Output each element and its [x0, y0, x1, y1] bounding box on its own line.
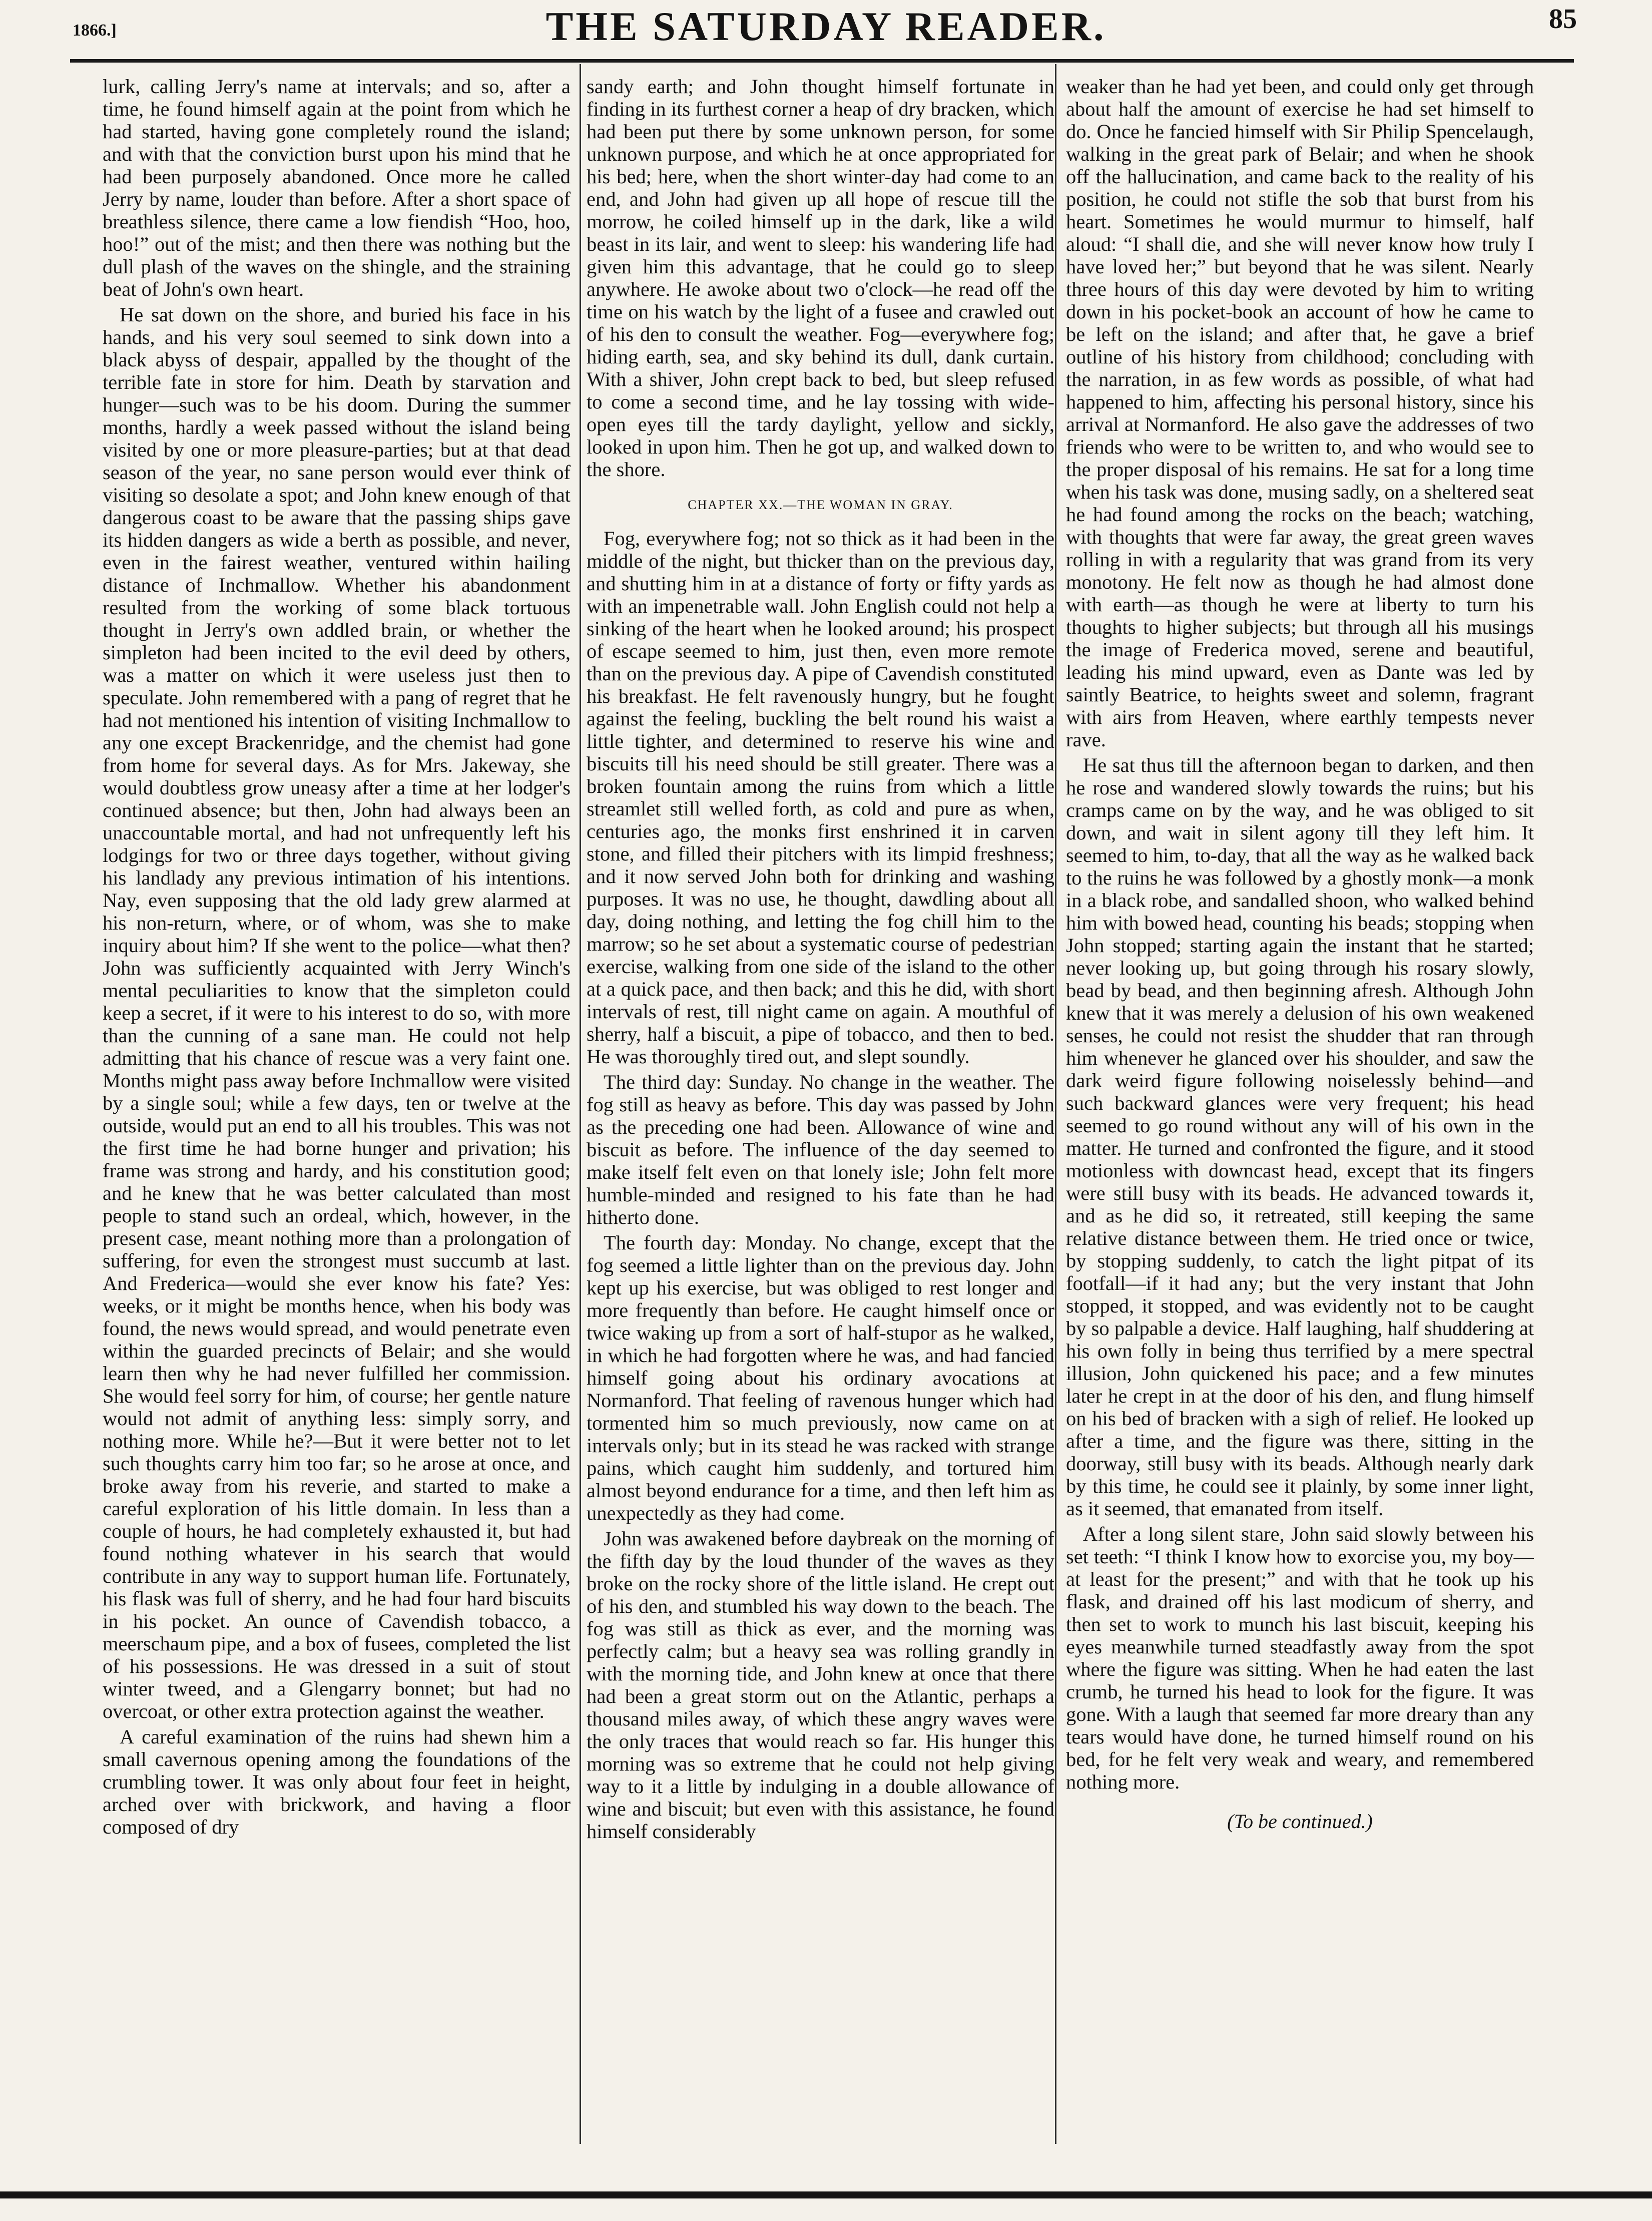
paragraph: John was awakened before daybreak on the morning of the fifth day by the loud thunder of the waves as they broke on the rocky shore of the little island. He crept out of his den, and stumbled his way down to the beach. The fog was still as thick as ever, and the morning was perfectly calm; but a heavy sea was rolling grandly in with the morning tide, and John knew at once that there had been a great storm out on the Atlantic, perhaps a thousand miles away, of which these angry waves were the only traces that would reach so far. His hunger this morning was so extreme that he could not help giving way to it a little by indulging in a double allowance of wine and biscuit; but even with this assistance, he found himself considerably: [587, 1527, 1054, 1843]
paragraph: sandy earth; and John thought himself fortunate in finding in its furthest corner a heap of dry bracken, which had been put there by some unknown person, for some unknown purpose, and which he at once appropriated for his bed; here, when the short winter-day had come to an end, and John had given up all hope of rescue till the morrow, he coiled himself up in the dark, like a wild beast in its lair, and went to sleep: his wandering life had given him this advantage, that he could go to sleep anywhere. He awoke about two o'clock—he read off the time on his watch by the light of a fusee and crawled out of his den to consult the weather. Fog—everywhere fog; hiding earth, sea, and sky behind its dull, dank curtain. With a shiver, John crept back to bed, but sleep refused to come a second time, and he lay tossing with wide-open eyes till the tardy daylight, yellow and sickly, looked in upon him. Then he got up, and walked down to the shore.: [587, 75, 1054, 481]
paragraph: A careful examination of the ruins had shewn him a small cavernous opening among the foundations of the crumbling tower. It was only about four feet in height, arched over with brickwork, and having a floor composed of dry: [103, 1725, 571, 1838]
chapter-heading: CHAPTER XX.—THE WOMAN IN GRAY.: [688, 498, 953, 512]
paragraph: The fourth day: Monday. No change, except that the fog seemed a little lighter than on the previous day. John kept up his exercise, but was obliged to rest longer and more frequently than before. He caught himself once or twice waking up from a sort of half-stupor as he walked, in which he had forgotten where he was, and had fancied himself going about his ordinary avocations at Normanford. That feeling of ravenous hunger which had tormented him so much previously, now came on at intervals only; but in its stead he was racked with strange pains, which caught him suddenly, and tortured him almost beyond endurance for a time, and then left him as unexpectedly as they had come.: [587, 1231, 1054, 1524]
paragraph: The third day: Sunday. No change in the weather. The fog still as heavy as before. This day was passed by John as the preceding one had been. Allowance of wine and biscuit as before. The influence of the day seemed to make itself felt even on that lonely isle; John felt more humble-minded and resigned to his fate than he had hitherto done.: [587, 1071, 1054, 1228]
column-1: [103, 75, 571, 2152]
paragraph: Fog, everywhere fog; not so thick as it had been in the middle of the night, but thicker than on the previous day, and shutting him in at a distance of forty or fifty yards as with an impenetrable wall. John English could not help a sinking of the heart when he looked around; his prospect of escape seemed to him, just then, even more remote than on the previous day. A pipe of Cavendish constituted his breakfast. He felt ravenously hungry, but he fought against the feeling, buckling the belt round his waist a little tighter, and determined to reserve his wine and biscuits till his need should be still greater. There was a broken fountain among the ruins from which a little streamlet still welled forth, as cold and pure as when, centuries ago, the monks first enshrined it in carven stone, and filled their pitchers with its limpid freshness; and it now served John both for drinking and washing purposes. It was no use, he thought, dawdling about all day, doing nothing, and letting the fog chill him to the marrow; so he set about a systematic course of pedestrian exercise, walking from one side of the island to the other at a quick pace, and then back; and this he did, with short intervals of rest, till night came on again. A mouthful of sherry, half a biscuit, a pipe of tobacco, and then to bed. He was thoroughly tired out, and slept soundly.: [587, 527, 1054, 1068]
paragraph: lurk, calling Jerry's name at intervals; and so, after a time, he found himself again at the point from which he had started, having gone completely round the island; and with that the conviction burst upon his mind that he had been purposely abandoned. Once more he called Jerry by name, louder than before. After a short space of breathless silence, there came a low fiendish “Hoo, hoo, hoo!” out of the mist; and then there was nothing but the dull plash of the waves on the shingle, and the straining beat of John's own heart.: [103, 75, 571, 300]
publication-title: THE SATURDAY READER.: [545, 4, 1107, 49]
page-number: 85: [1549, 4, 1577, 35]
header-date: 1866.]: [73, 21, 117, 40]
paragraph: weaker than he had yet been, and could only get through about half the amount of exercise he had set himself to do. Once he fancied himself with Sir Philip Spencelaugh, walking in the great park of Belair; and when he shook off the hallucination, and came back to the reality of his position, he could not stifle the sob that burst from his heart. Sometimes he would murmur to himself, half aloud: “I shall die, and she will never know how truly I have loved her;” but beyond that he was silent. Nearly three hours of this day were devoted by him to writing down in his pocket-book an account of how he came to be left on the island; and after that, he gave a brief outline of his history from childhood; concluding with the narration, in as few words as possible, of what had happened to him, affecting his personal history, since his arrival at Normanford. He also gave the addresses of two friends who were to be written to, and who would see to the proper disposal of his remains. He sat for a long time when his task was done, musing sadly, on a sheltered seat he had found among the rocks on the beach; watching, with thoughts that were far away, the great green waves rolling in with a regularity that was grand from its very monotony. He felt now as though he had almost done with earth—as though he were at liberty to turn his thoughts to higher subjects; but through all his musings the image of Frederica moved, serene and beautiful, leading his mind upward, even as Dante was led by saintly Beatrice, to heights sweet and solemn, fragrant with airs from Heaven, where earthly tempests never rave.: [1066, 75, 1534, 751]
paragraph: He sat down on the shore, and buried his face in his hands, and his very soul seemed to sink down into a black abyss of despair, appalled by the thought of the terrible fate in store for him. Death by starvation and hunger—such was to be his doom. During the summer months, hardly a week passed without the island being visited by one or more pleasure-parties; but at that dead season of the year, no sane person would ever think of visiting so desolate a spot; and John knew enough of that dangerous coast to be aware that the passing ships gave its hidden dangers as wide a berth as possible, and never, even in the fairest weather, ventured within hailing distance of Inchmallow. Whether his abandonment resulted from the working of some black tortuous thought in Jerry's own addled brain, or whether the simpleton had been incited to the evil deed by others, was a matter on which it were useless just then to speculate. John remembered with a pang of regret that he had not mentioned his intention of visiting Inchmallow to any one except Brackenridge, and the chemist had gone from home for several days. As for Mrs. Jakeway, she would doubtless grow uneasy after a time at her lodger's continued absence; but then, John had always been an unaccountable mortal, and had not unfrequently left his lodgings for two or three days together, without giving his landlady any previous intimation of his intentions. Nay, even supposing that the old lady grew alarmed at his non-return, where, or of whom, was she to make inquiry about him? If she went to the police—what then? John was sufficiently acquainted with Jerry Winch's mental peculiarities to know that the simpleton could keep a secret, if it were to his interest to do so, with more than the cunning of a sane man. He could not help admitting that his chance of rescue was a very faint one. Months might pass away before Inchmallow were visited by a single soul; while a few days, ten or twelve at the outside, would put an end to all his troubles. This was not the first time he had borne hunger and privation; his frame was strong and hardy, and his constitution good; and he knew that he was better calculated than most people to stand such an ordeal, which, however, in the present case, meant nothing more than a prolongation of suffering, for even the strongest must succumb at last. And Frederica—would she ever know his fate? Yes: weeks, or it might be months hence, when his body was found, the news would spread, and would penetrate even within the guarded precincts of Belair; and she would learn then why he had never fulfilled her commission. She would feel sorry for him, of course; her gentle nature would not admit of anything less: simply sorry, and nothing more. While he?—But it were better not to let such thoughts carry him too far; so he arose at once, and broke away from his reverie, and started to make a careful exploration of his little domain. In less than a couple of hours, he had completely exhausted it, but had found nothing whatever in his search that would contribute in any way to support human life. Fortunately, his flask was full of sherry, and he had four hard biscuits in his pocket. An ounce of Cavendish tobacco, a meerschaum pipe, and a box of fusees, completed the list of his possessions. He was dressed in a suit of stout winter tweed, and a Glengarry bonnet; but had no overcoat, or other extra protection against the weather.: [103, 303, 571, 1722]
to-be-continued-note: (To be continued.): [1227, 1810, 1373, 1833]
column-divider: [580, 64, 581, 2144]
paragraph: After a long silent stare, John said slowly between his set teeth: “I think I know how to exorcise you, my boy—at least for the present;” and with that he took up his flask, and drained off his last modicum of sherry, and then set to work to munch his last biscuit, keeping his eyes meanwhile turned steadfastly away from the spot where the figure was sitting. When he had eaten the last crumb, he turned his head to look for the figure. It was gone. With a laugh that seemed far more dreary than any tears would have done, he turned himself round on his bed, for he felt very weak and weary, and remembered nothing more.: [1066, 1523, 1534, 1793]
header-rule: [70, 59, 1574, 63]
footer-rule: [0, 2191, 1652, 2198]
paragraph: He sat thus till the afternoon began to darken, and then he rose and wandered slowly towards the ruins; but his cramps came on by the way, and he was obliged to sit down, and wait in silent agony till they left him. It seemed to him, to-day, that all the way as he walked back to the ruins he was followed by a ghostly monk—a monk in a black robe, and sandalled shoon, who walked behind him with bowed head, counting his beads; stopping when John stopped; starting again the instant that he started; never looking up, but going through his rosary slowly, bead by bead, and then beginning afresh. Although John knew that it was merely a delusion of his own weakened senses, he could not resist the shudder that ran through him whenever he glanced over his shoulder, and saw the dark weird figure following noiselessly behind—and such backward glances were very frequent; his head seemed to go round without any will of his own in the matter. He turned and confronted the figure, and it stood motionless with downcast head, except that its fingers were still busy with its beads. He advanced towards it, and as he did so, it retreated, still keeping the same relative distance between them. He tried once or twice, by stopping suddenly, to catch the light pitpat of its footfall—if it had any; but the very instant that John stopped, it stopped, and was evidently not to be caught by so palpable a device. Half laughing, half shuddering at his own folly in being thus terrified by a mere spectral illusion, John quickened his pace; and a few minutes later he crept in at the door of his den, and flung himself on his bed of bracken with a sigh of relief. He looked up after a time, and the figure was there, sitting in the doorway, still busy with its beads. Although nearly dark by this time, he could see it plainly, by some inner light, as it seemed, that emanated from itself.: [1066, 754, 1534, 1520]
column-2: [587, 75, 1054, 2152]
column-divider: [1055, 64, 1056, 2144]
column-3: [1066, 75, 1534, 2152]
